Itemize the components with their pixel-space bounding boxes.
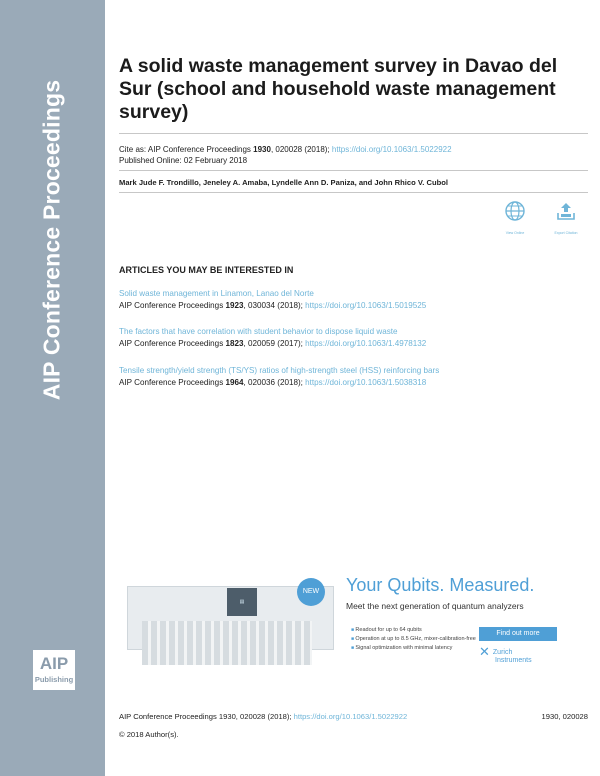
related-article-3 bbox=[119, 365, 439, 389]
export-citation-label: Export Citation bbox=[554, 231, 578, 235]
page-number: 1930, 020028 bbox=[541, 712, 588, 721]
article-title: A solid waste management survey in Davao del Sur (school and household waste management survey) bbox=[119, 55, 558, 123]
view-online-label: View Online bbox=[505, 231, 525, 235]
footer-doi-link[interactable]: https://doi.org/10.1063/1.5022922 bbox=[293, 712, 408, 721]
footer-reference bbox=[119, 712, 588, 721]
sidebar bbox=[0, 0, 105, 776]
journal-title: AIP Conference Proceedings bbox=[38, 79, 65, 401]
cite-volume: 1930 bbox=[253, 145, 271, 154]
globe-icon bbox=[504, 200, 526, 222]
published-date: Published Online: 02 February 2018 bbox=[119, 156, 248, 165]
instrument-panel bbox=[142, 621, 312, 665]
view-online-button[interactable] bbox=[500, 200, 530, 235]
related-article-title[interactable]: Solid waste management in Linamon, Lanao del Norte bbox=[119, 289, 314, 298]
cite-rest: , 020028 (2018); bbox=[270, 145, 332, 154]
aip-logo[interactable] bbox=[33, 650, 75, 690]
authors: Mark Jude F. Trondillo, Jeneley A. Amaba, Lyndelle Ann D. Paniza, and John Rhico V. Cubol bbox=[119, 178, 448, 187]
related-heading: ARTICLES YOU MAY BE INTERESTED IN bbox=[119, 265, 294, 275]
logo-sub: Publishing bbox=[34, 675, 74, 684]
related-article-1 bbox=[119, 288, 426, 312]
related-article-title[interactable]: Tensile strength/yield strength (TS/YS) ratios of high-strength steel (HSS) reinforcing bars bbox=[119, 366, 440, 375]
copyright: © 2018 Author(s). bbox=[119, 730, 179, 739]
zurich-instruments-logo: ✕ Zurich Instruments bbox=[479, 644, 532, 664]
cite-doi-link[interactable]: https://doi.org/10.1063/1.5022922 bbox=[331, 145, 452, 154]
related-article-doi[interactable]: https://doi.org/10.1063/1.5038318 bbox=[305, 378, 427, 387]
divider bbox=[119, 170, 588, 171]
divider bbox=[119, 133, 588, 134]
related-article-ref: AIP Conference Proceedings 1823, 020059 (2017); https://doi.org/10.1063/1.4978132 bbox=[119, 339, 427, 348]
zi-logo-icon: ✕ bbox=[479, 644, 490, 659]
related-article-ref: AIP Conference Proceedings 1923, 030034 (2018); https://doi.org/10.1063/1.5019525 bbox=[119, 301, 427, 310]
ad-subline: Meet the next generation of quantum analyzers bbox=[346, 601, 524, 611]
advertisement[interactable] bbox=[119, 560, 588, 665]
related-article-doi[interactable]: https://doi.org/10.1063/1.4978132 bbox=[305, 339, 427, 348]
related-article-ref: AIP Conference Proceedings 1964, 020036 (2018); https://doi.org/10.1063/1.5038318 bbox=[119, 378, 427, 387]
new-badge: NEW bbox=[297, 578, 325, 606]
logo-text: AIP bbox=[39, 654, 69, 673]
ad-bullet: ■ Readout for up to 64 qubits bbox=[351, 626, 476, 635]
ad-bullets bbox=[351, 626, 476, 653]
related-article-doi[interactable]: https://doi.org/10.1063/1.5019525 bbox=[305, 301, 427, 310]
footer-ref-prefix: AIP Conference Proceedings 1930, 020028 (2018); bbox=[119, 712, 294, 721]
related-article-title[interactable]: The factors that have correlation with student behavior to dispose liquid waste bbox=[119, 327, 398, 336]
related-article-2 bbox=[119, 326, 426, 350]
instrument-display: ▤ bbox=[227, 588, 257, 616]
export-citation-button[interactable] bbox=[551, 200, 581, 235]
ad-bullet: ■ Operation at up to 8.5 GHz, mixer-calibration-free bbox=[351, 635, 476, 644]
export-icon bbox=[555, 200, 577, 222]
divider bbox=[119, 192, 588, 193]
ad-bullet: ■ Signal optimization with minimal latency bbox=[351, 644, 476, 653]
find-out-more-button[interactable]: Find out more bbox=[479, 627, 557, 641]
cite-prefix: Cite as: AIP Conference Proceedings bbox=[119, 145, 254, 154]
citation-block bbox=[119, 144, 452, 166]
ad-headline: Your Qubits. Measured. bbox=[346, 575, 535, 595]
